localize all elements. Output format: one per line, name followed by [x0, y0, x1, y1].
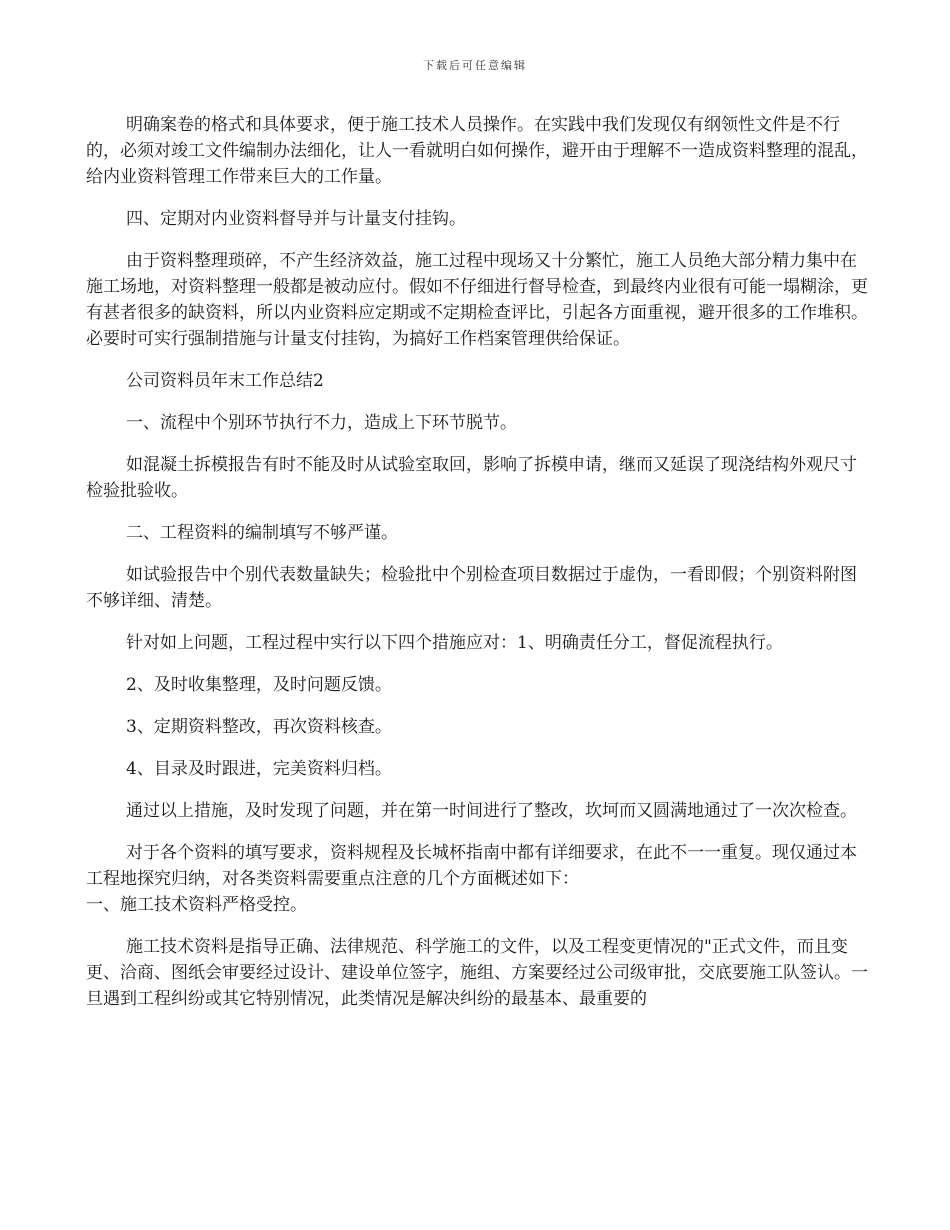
paragraph: 施工技术资料是指导正确、法律规范、科学施工的文件，以及工程变更情况的"正式文件，而且变更、洽商、图纸会审要经过设计、建设单位签字，施组、方案要经过公司级审批，交底要施工队签认。一旦遇到工程纠纷或其它特别情况，此类情况是解决纠纷的最基本、最重要的: [86, 937, 868, 1009]
section-heading: 二、工程资料的编制填写不够严谨。: [126, 523, 398, 543]
section-heading: 四、定期对内业资料督导并与计量支付挂钩。: [126, 209, 466, 229]
paragraph: 由于资料整理琐碎，不产生经济效益，施工过程中现场又十分繁忙，施工人员绝大部分精力集中在施工场地，对资料整理一般都是被动应付。假如不仔细进行督导检查，到最终内业很有可能一塌糊涂，更有甚者很多的缺资料，所以内业资料应定期或不定期检查评比，引起各方面重视，避开很多的工作堆积。必要时可实行强制措施与计量支付挂钩，为搞好工作档案管理供给保证。: [86, 251, 868, 349]
section-heading: 一、流程中个别环节执行不力，造成上下环节脱节。: [126, 413, 517, 433]
paragraph: 如试验报告中个别代表数量缺失；检验批中个别检查项目数据过于虚伪，一看即假；个别资料附图不够详细、清楚。: [86, 565, 857, 611]
paragraph: 明确案卷的格式和具体要求，便于施工技术人员操作。在实践中我们发现仅有纲领性文件是不行的，必须对竣工文件编制办法细化，让人一看就明白如何操作，避开由于理解不一造成资料整理的混乱，给内业资料管理工作带来巨大的工作量。: [86, 115, 868, 187]
paragraph: 对于各个资料的填写要求，资料规程及长城杯指南中都有详细要求，在此不一一重复。现仅通过本工程地探究归纳，对各类资料需要重点注意的几个方面概述如下：: [86, 843, 857, 889]
section-heading: 一、施工技术资料严格受控。: [86, 895, 307, 915]
paragraph: 针对如上问题，工程过程中实行以下四个措施应对：1、明确责任分工，督促流程执行。: [126, 633, 783, 653]
list-item: 3、定期资料整改，再次资料核查。: [126, 717, 392, 737]
document-body: [86, 112, 870, 1012]
page-header: 下载后可任意编辑: [423, 59, 527, 72]
paragraph: 如混凝土拆模报告有时不能及时从试验室取回，影响了拆模申请，继而又延误了现浇结构外观尺寸检验批验收。: [86, 455, 857, 501]
section-heading: 公司资料员年末工作总结2: [126, 371, 324, 391]
paragraph: 通过以上措施，及时发现了问题，并在第一时间进行了整改，坎坷而又圆满地通过了一次次检查。: [126, 801, 857, 821]
list-item: 4、目录及时跟进，完美资料归档。: [126, 759, 392, 779]
list-item: 2、及时收集整理，及时问题反馈。: [126, 675, 392, 695]
